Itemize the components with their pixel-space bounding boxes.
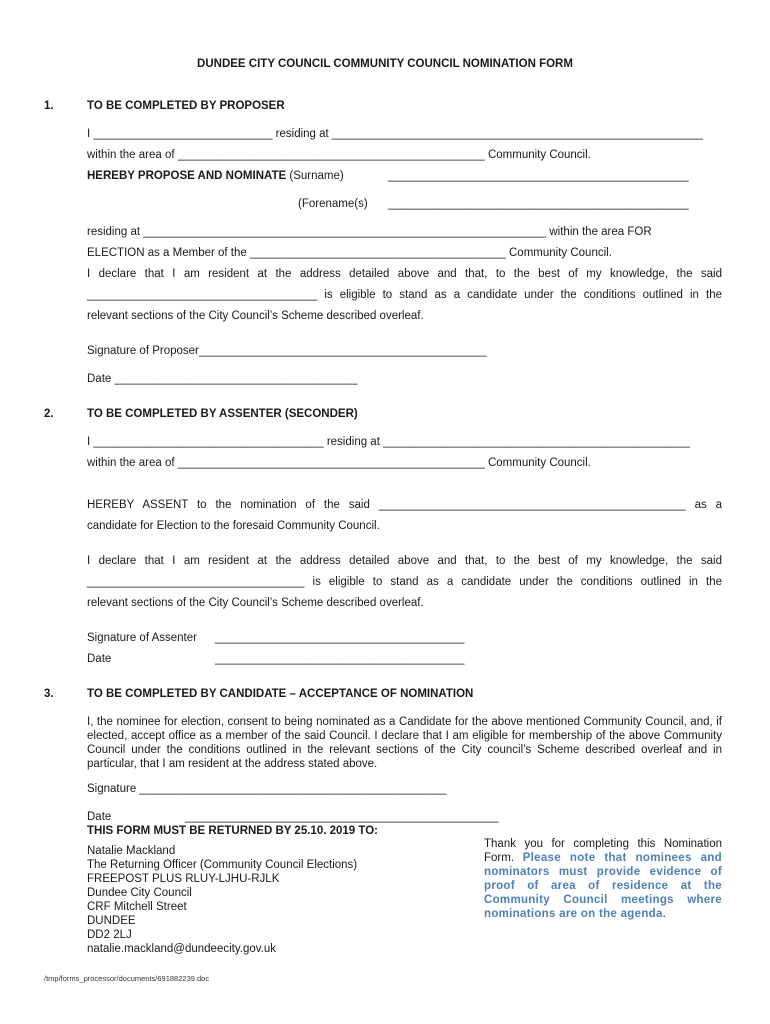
assenter-declaration-line1: I declare that I am resident at the address detailed above and that, to the best of my knowledge, the said <box>87 555 722 567</box>
proposer-area-field[interactable]: within the area of ________________________________________________ Community Council. <box>87 149 591 161</box>
candidate-signature-field[interactable]: Signature ________________________________________________ <box>87 783 447 795</box>
assenter-declaration-line3: relevant sections of the City Council’s Scheme described overleaf. <box>87 597 424 609</box>
return-address-line: Natalie Mackland <box>87 845 176 857</box>
evidence-notice: Please note that nominees and nominators must provide evidence of proof of area of residence at the Community Council meetings where nominations are on the agenda <box>484 852 722 920</box>
forename-label: (Forename(s) <box>298 198 368 210</box>
candidate-date-label: Date <box>87 811 112 823</box>
propose-label: HEREBY PROPOSE AND NOMINATE <box>87 170 287 182</box>
thank-you-note <box>484 837 722 921</box>
proposer-name-field[interactable]: I ____________________________ residing at __________________________________________________________ <box>87 128 703 140</box>
nominee-surname-field[interactable]: _______________________________________________ <box>388 170 689 182</box>
assenter-declaration-line2[interactable]: __________________________________ is eligible to stand as a candidate under the conditions outlined in the <box>87 576 722 588</box>
proposer-declaration-line3: relevant sections of the City Council’s Scheme described overleaf. <box>87 310 424 322</box>
surname-label: (Surname) <box>289 170 344 182</box>
assent-statement-line2: candidate for Election to the foresaid Community Council. <box>87 520 380 532</box>
return-address-line: Dundee City Council <box>87 887 192 899</box>
assenter-area-field[interactable]: within the area of ________________________________________________ Community Council. <box>87 457 591 469</box>
acceptance-paragraph: I, the nominee for election, consent to being nominated as a Candidate for the above mentioned Community Council, and, if elected, accept office as a member of the said Council. I declare that I am eligible for membership of the above Community Council under the conditions outlined in the relevant sections of the City council’s Scheme described overleaf and in particular, that I am resident at the address stated above. <box>87 716 722 770</box>
assenter-name-field[interactable]: I ____________________________________ residing at ________________________________________________ <box>87 436 691 448</box>
assenter-signature-label: Signature of Assenter <box>87 632 197 644</box>
section1-number: 1. <box>44 100 54 112</box>
section1-heading: TO BE COMPLETED BY PROPOSER <box>87 100 285 112</box>
section3-number: 3. <box>44 688 54 700</box>
proposer-declaration-line1: I declare that I am resident at the address detailed above and that, to the best of my knowledge, the said <box>87 268 722 280</box>
return-address-line: DUNDEE <box>87 915 136 927</box>
notice-end: . <box>662 908 666 920</box>
proposer-date-field[interactable]: Date ______________________________________ <box>87 373 358 385</box>
return-email[interactable]: natalie.mackland@dundeecity.gov.uk <box>87 943 276 955</box>
proposer-declaration-line2[interactable]: ____________________________________ is eligible to stand as a candidate under the conditions outlined in the <box>87 289 722 301</box>
nominee-residing-field[interactable]: residing at _______________________________________________________________ within the area FOR <box>87 226 652 238</box>
propose-statement <box>87 169 344 183</box>
nominee-forename-field[interactable]: _______________________________________________ <box>388 198 689 210</box>
return-address-line: The Returning Officer (Community Council Elections) <box>87 859 358 871</box>
section3-heading: TO BE COMPLETED BY CANDIDATE – ACCEPTANCE OF NOMINATION <box>87 688 474 700</box>
return-address-line: CRF Mitchell Street <box>87 901 187 913</box>
return-address-line: DD2 2LJ <box>87 929 132 941</box>
section2-heading: TO BE COMPLETED BY ASSENTER (SECONDER) <box>87 408 358 420</box>
document-path-footer: /tmp/forms_processor/documents/691882239.doc <box>44 974 210 983</box>
assent-statement-line1[interactable]: HEREBY ASSENT to the nomination of the said ________________________________________________ as a <box>87 499 722 511</box>
return-deadline-heading: THIS FORM MUST BE RETURNED BY 25.10. 2019 TO: <box>87 825 378 837</box>
assenter-signature-field[interactable]: _______________________________________ <box>215 632 465 644</box>
thanks-text: Thank you for completing this Nomination Form. <box>484 838 722 864</box>
return-address-line: FREEPOST PLUS RLUY-LJHU-RJLK <box>87 873 280 885</box>
assenter-date-field[interactable]: _______________________________________ <box>215 653 465 665</box>
form-title: DUNDEE CITY COUNCIL COMMUNITY COUNCIL NOMINATION FORM <box>197 58 573 70</box>
proposer-signature-field[interactable]: Signature of Proposer_____________________________________________ <box>87 345 487 357</box>
assenter-date-label: Date <box>87 653 112 665</box>
section2-number: 2. <box>44 408 54 420</box>
election-community-field[interactable]: ELECTION as a Member of the ________________________________________ Community Council. <box>87 247 612 259</box>
candidate-date-field[interactable]: _________________________________________________ <box>185 811 499 823</box>
